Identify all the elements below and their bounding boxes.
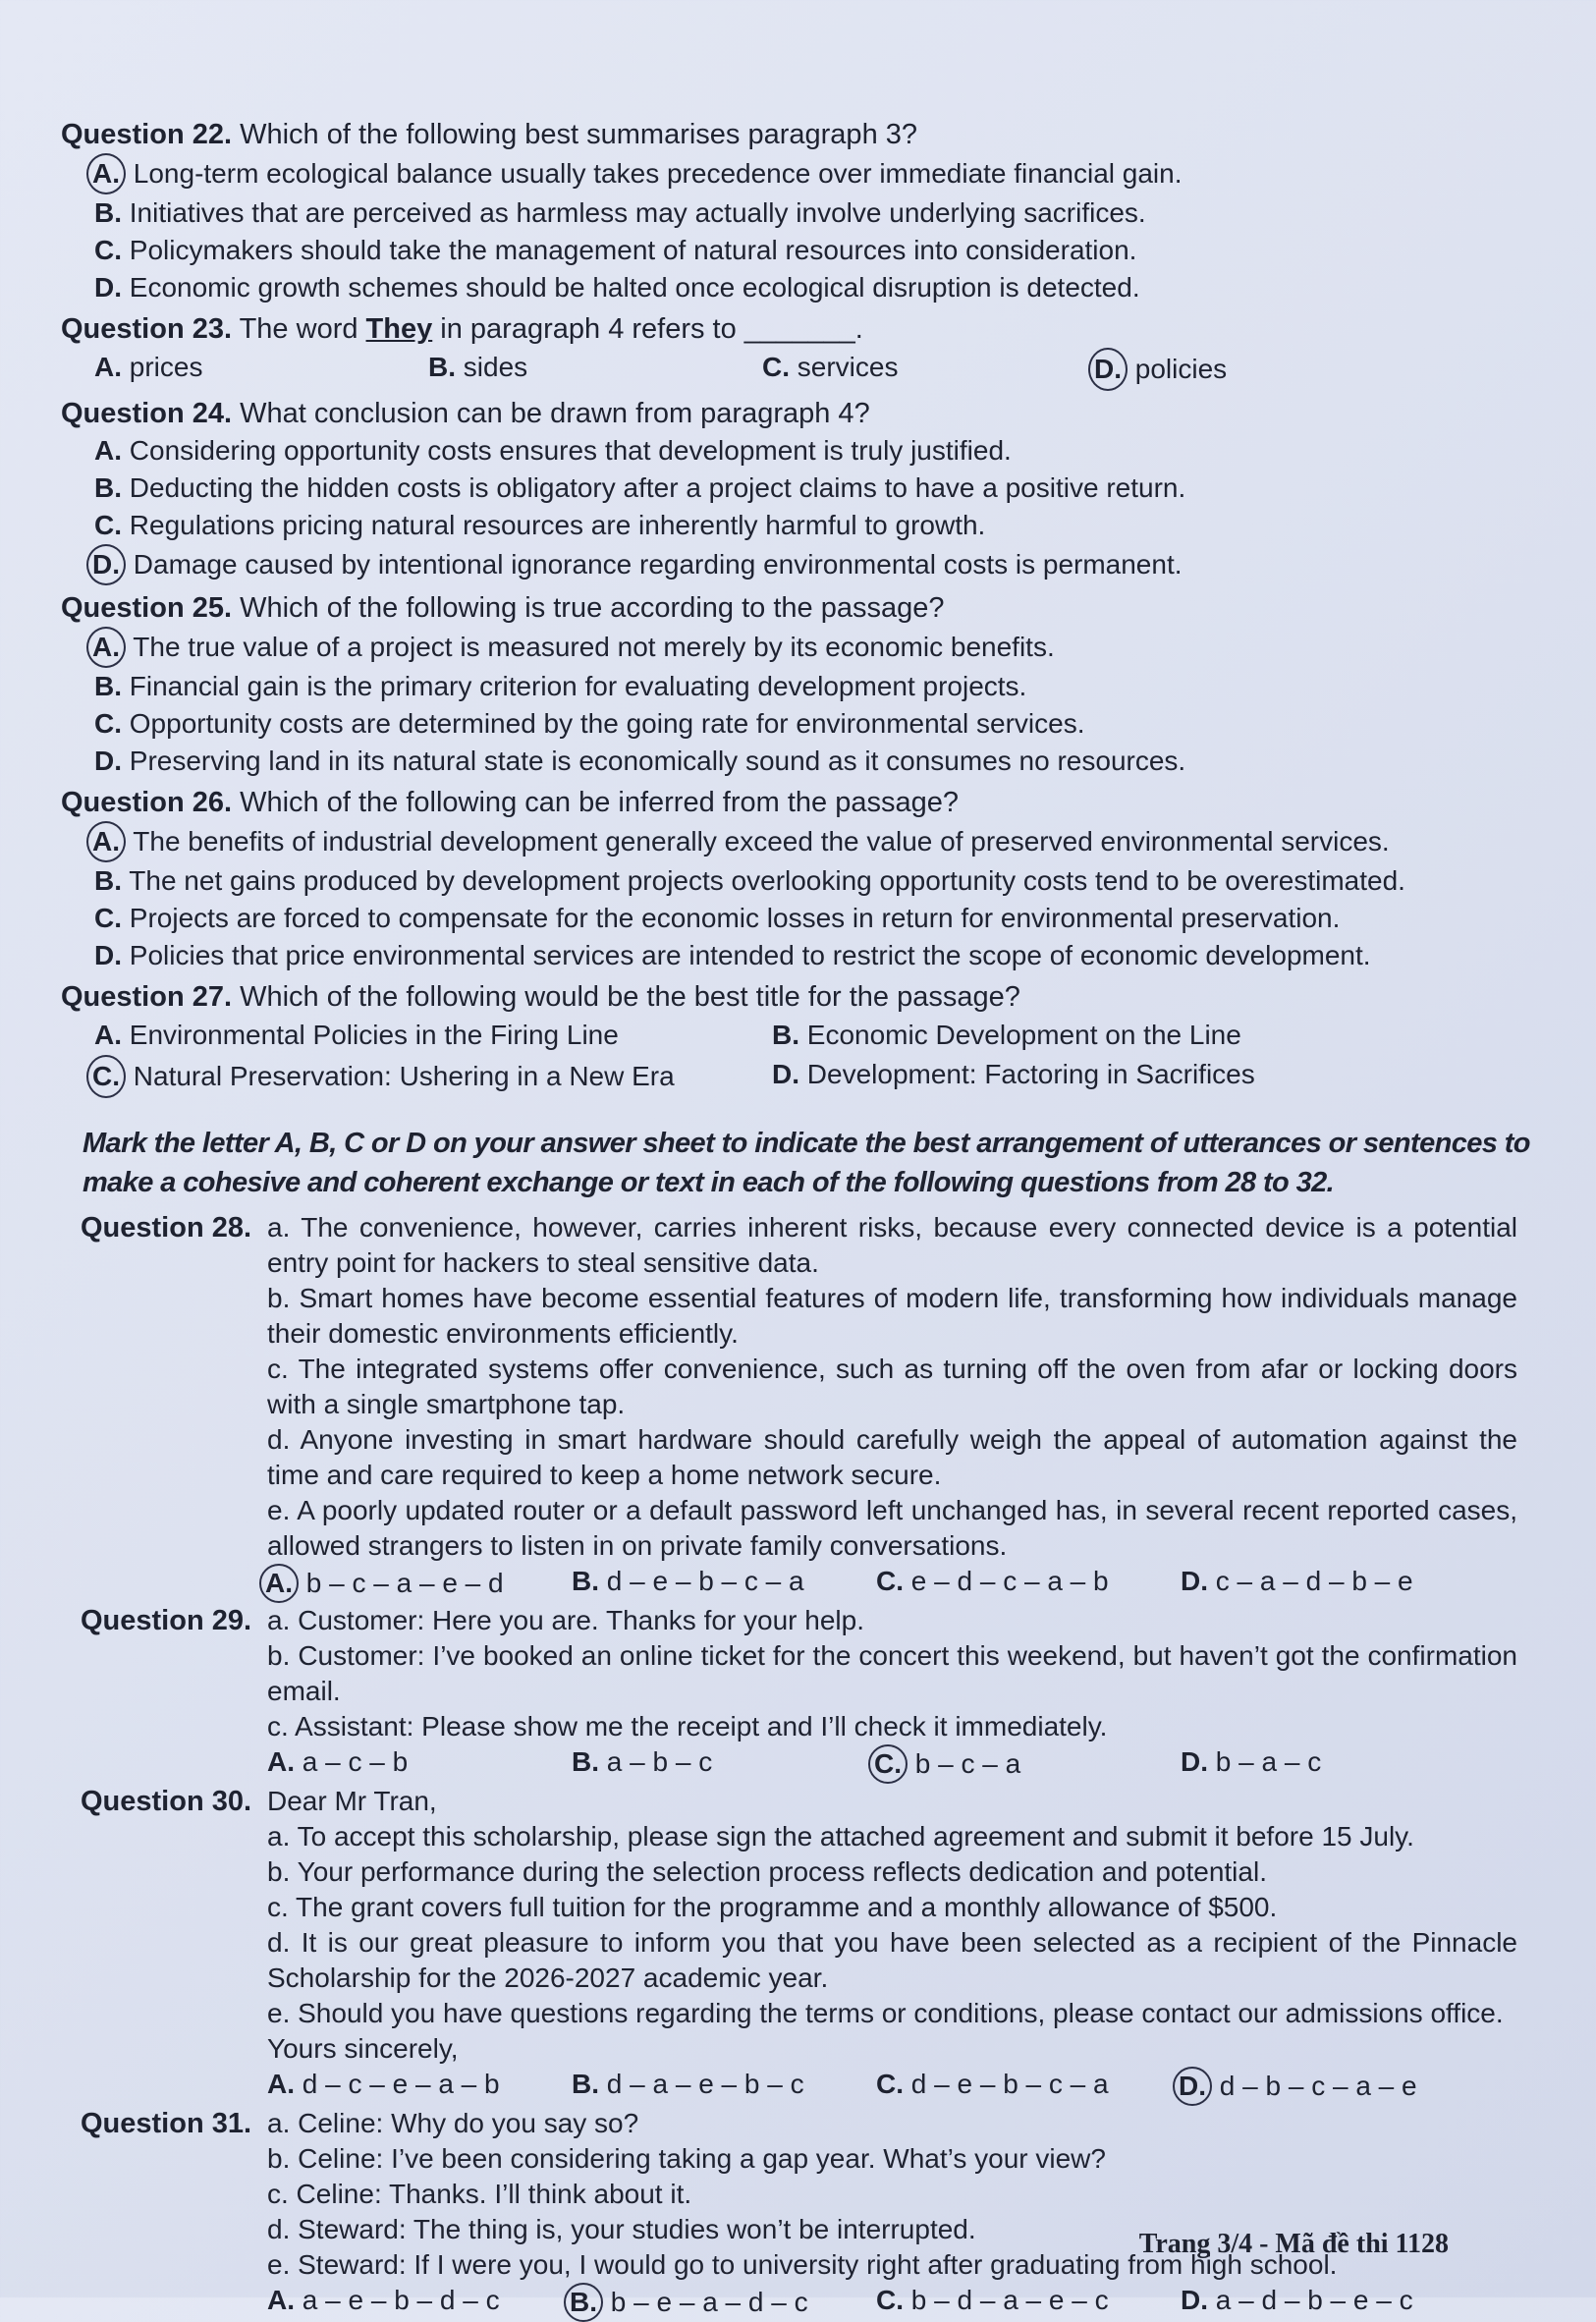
option-d <box>772 1055 1450 1098</box>
options-row <box>267 1744 1517 1784</box>
question-number: Question 28. <box>81 1212 252 1244</box>
option-b <box>572 1744 876 1784</box>
option-text: e – d – c – a – b <box>910 1566 1109 1596</box>
option-d <box>61 544 1537 585</box>
option-text: b – c – a – e – d <box>305 1568 504 1598</box>
question-number: Question 27. <box>61 981 233 1013</box>
option-letter: A. <box>94 1020 122 1050</box>
option-text: services <box>797 352 899 382</box>
question-number: Question 23. <box>61 313 233 345</box>
option-letter: B. <box>94 197 122 228</box>
option-b <box>428 348 762 391</box>
option-a <box>267 1744 572 1784</box>
option-b <box>61 194 1537 232</box>
option-letter: B. <box>94 671 122 701</box>
option-letter: C. <box>94 510 122 540</box>
option-text: a – b – c <box>606 1746 713 1777</box>
question-24 <box>61 395 1537 585</box>
option-text: d – e – b – c – a <box>910 2069 1109 2099</box>
question-25 <box>61 589 1537 780</box>
question-30 <box>61 1784 1537 2106</box>
section-instruction: Mark the letter A, B, C or D on your answer sheet to indicate the best arrangement of utterances or sentences to make a cohesive and coherent exchange or text in each of the following questions from 28 to 32. <box>83 1128 1530 1198</box>
sentence-a: a. Customer: Here you are. Thanks for your help. <box>267 1605 864 1635</box>
option-text: Economic Development on the Line <box>806 1020 1241 1050</box>
question-body <box>267 1603 1537 1784</box>
question-number: Question 29. <box>81 1605 252 1636</box>
option-letter: B. <box>572 1566 599 1596</box>
option-d <box>1181 2067 1485 2106</box>
option-a <box>61 432 1537 470</box>
option-d <box>1181 2283 1485 2322</box>
option-d <box>1096 348 1430 391</box>
option-letter: C. <box>876 1566 904 1596</box>
option-d <box>61 937 1537 974</box>
option-text: Damage caused by intentional ignorance regarding environmental costs is permanent. <box>133 549 1183 580</box>
option-letter: C. <box>762 352 790 382</box>
option-c <box>876 2067 1181 2106</box>
option-a <box>267 2283 572 2322</box>
answer-circle-mark: C. <box>86 1055 126 1098</box>
option-d <box>61 743 1537 780</box>
option-letter: D. <box>772 1059 799 1089</box>
option-text: Development: Factoring in Sacrifices <box>806 1059 1255 1089</box>
sentence-b: b. Smart homes have become essential features of modern life, transforming how individuals manage their domestic environments efficiently. <box>267 1283 1517 1349</box>
sentence-d: d. Steward: The thing is, your studies won’t be interrupted. <box>267 2214 976 2244</box>
question-22-stem <box>61 116 1537 153</box>
option-text: Considering opportunity costs ensures that development is truly justified. <box>129 435 1012 466</box>
option-a <box>61 821 1537 862</box>
question-28 <box>61 1210 1537 1603</box>
options-row <box>267 1564 1517 1603</box>
option-a <box>94 348 428 391</box>
answer-circle-mark: A. <box>259 1564 299 1603</box>
option-c <box>876 1744 1181 1784</box>
option-c <box>876 2283 1181 2322</box>
sentence-c: c. The grant covers full tuition for the programme and a monthly allowance of $500. <box>267 1892 1278 1922</box>
option-letter: B. <box>94 472 122 503</box>
question-23 <box>61 310 1537 391</box>
option-text: The true value of a project is measured not merely by its economic benefits. <box>133 632 1055 662</box>
question-text: in paragraph 4 refers to _______. <box>432 313 863 345</box>
question-23-stem <box>61 310 1537 348</box>
options-row <box>267 2283 1517 2322</box>
answer-circle-mark: B. <box>564 2283 603 2322</box>
option-text: policies <box>1134 354 1228 384</box>
question-number: Question 30. <box>81 1786 252 1817</box>
question-number: Question 26. <box>61 787 233 818</box>
option-letter: D. <box>94 940 122 970</box>
option-d <box>1181 1564 1485 1603</box>
option-a <box>61 627 1537 668</box>
option-letter: A. <box>267 1746 295 1777</box>
option-letter: B. <box>572 2069 599 2099</box>
sentence-e: e. Should you have questions regarding the terms or conditions, please contact our admissions office. <box>267 1998 1504 2028</box>
option-text: Long-term ecological balance usually takes precedence over immediate financial gain. <box>133 158 1183 189</box>
option-letter: D. <box>94 746 122 776</box>
option-text: b – a – c <box>1215 1746 1322 1777</box>
options-row <box>267 2067 1517 2106</box>
option-text: b – d – a – e – c <box>910 2285 1109 2315</box>
option-text: Initiatives that are perceived as harmless may actually involve underlying sacrifices. <box>129 197 1146 228</box>
option-text: a – e – b – d – c <box>302 2285 500 2315</box>
question-body <box>267 1210 1537 1603</box>
question-text: Which of the following would be the best title for the passage? <box>240 981 1020 1013</box>
option-text: Economic growth schemes should be halted once ecological disruption is detected. <box>129 272 1140 303</box>
option-letter: A. <box>94 352 122 382</box>
sentence-c: c. Assistant: Please show me the receipt and I’ll check it immediately. <box>267 1711 1108 1742</box>
question-26-stem <box>61 784 1537 821</box>
question-29 <box>61 1603 1537 1784</box>
sentence-a: a. To accept this scholarship, please sign the attached agreement and submit it before 15 July. <box>267 1821 1414 1852</box>
option-text: a – c – b <box>302 1746 409 1777</box>
page-footer: Trang 3/4 - Mã đề thi 1128 <box>1138 2229 1449 2259</box>
sentence-a: a. The convenience, however, carries inherent risks, because every connected device is a potential entry point for hackers to steal sensitive data. <box>267 1212 1517 1278</box>
option-text: d – a – e – b – c <box>606 2069 804 2099</box>
option-b <box>61 668 1537 705</box>
sentence-c: c. The integrated systems offer convenience, such as turning off the oven from afar or locking doors with a single smartphone tap. <box>267 1354 1517 1419</box>
option-text: prices <box>129 352 203 382</box>
option-text: Policies that price environmental services are intended to restrict the scope of economic development. <box>129 940 1371 970</box>
option-text: Policymakers should take the management of natural resources into consideration. <box>129 235 1137 265</box>
sentence-a: a. Celine: Why do you say so? <box>267 2108 639 2138</box>
question-26 <box>61 784 1537 974</box>
sentence-d: d. It is our great pleasure to inform you that you have been selected as a recipient of the Pinnacle Scholarship for the 2026-2027 academic year. <box>267 1927 1517 1993</box>
option-text: b – e – a – d – c <box>610 2287 808 2317</box>
option-a <box>61 153 1537 194</box>
sentence-b: b. Customer: I’ve booked an online ticket for the concert this weekend, but haven’t got the confirmation email. <box>267 1640 1517 1706</box>
option-b <box>772 1016 1450 1055</box>
option-text: d – b – c – a – e <box>1219 2071 1417 2101</box>
option-text: Regulations pricing natural resources are inherently harmful to growth. <box>129 510 986 540</box>
option-text: Opportunity costs are determined by the going rate for environmental services. <box>129 708 1085 739</box>
option-letter: C. <box>94 235 122 265</box>
sentence-e: e. Steward: If I were you, I would go to university right after graduating from high school. <box>267 2249 1338 2280</box>
option-text: c – a – d – b – e <box>1215 1566 1413 1596</box>
option-c <box>94 1055 772 1098</box>
option-text: d – e – b – c – a <box>606 1566 804 1596</box>
option-letter: D. <box>1181 1746 1208 1777</box>
options-row <box>61 1055 1537 1098</box>
option-text: Environmental Policies in the Firing Line <box>129 1020 619 1050</box>
question-number: Question 22. <box>61 119 233 150</box>
option-c <box>876 1564 1181 1603</box>
option-text: Natural Preservation: Ushering in a New Era <box>133 1061 675 1091</box>
question-body <box>267 1784 1537 2106</box>
option-b <box>572 2067 876 2106</box>
option-c <box>61 705 1537 743</box>
underlined-word: They <box>365 313 433 345</box>
option-letter: A. <box>267 2285 295 2315</box>
option-letter: C. <box>94 903 122 933</box>
letter-closing: Yours sincerely, <box>267 2033 459 2064</box>
option-b <box>572 1564 876 1603</box>
answer-circle-mark: D. <box>1088 348 1128 391</box>
answer-circle-mark: A. <box>86 821 126 862</box>
option-text: a – d – b – e – c <box>1215 2285 1413 2315</box>
option-letter: D. <box>94 272 122 303</box>
option-text: Projects are forced to compensate for the economic losses in return for environmental preservation. <box>129 903 1341 933</box>
options-row <box>61 1016 1537 1055</box>
option-text: b – c – a <box>914 1748 1021 1779</box>
option-letter: C. <box>94 708 122 739</box>
option-letter: B. <box>428 352 456 382</box>
option-c <box>762 348 1096 391</box>
option-text: d – c – e – a – b <box>302 2069 500 2099</box>
option-letter: B. <box>94 865 122 896</box>
option-letter: B. <box>572 1746 599 1777</box>
option-letter: C. <box>876 2285 904 2315</box>
sentence-b: b. Your performance during the selection process reflects dedication and potential. <box>267 1856 1267 1887</box>
answer-circle-mark: C. <box>868 1744 908 1784</box>
sentence-e: e. A poorly updated router or a default password left unchanged has, in several recent reported cases, allowed strangers to listen in on private family conversations. <box>267 1495 1517 1561</box>
option-letter: D. <box>1181 2285 1208 2315</box>
option-text: sides <box>463 352 528 382</box>
option-letter: A. <box>267 2069 295 2099</box>
question-27-stem <box>61 978 1537 1016</box>
question-number: Question 24. <box>61 398 233 429</box>
option-letter: C. <box>876 2069 904 2099</box>
option-a <box>267 1564 572 1603</box>
answer-circle-mark: A. <box>86 153 126 194</box>
question-text: What conclusion can be drawn from paragraph 4? <box>240 398 870 429</box>
option-text: Financial gain is the primary criterion for evaluating development projects. <box>129 671 1027 701</box>
letter-greeting: Dear Mr Tran, <box>267 1786 437 1816</box>
question-number: Question 25. <box>61 592 233 624</box>
question-number: Question 31. <box>81 2108 252 2139</box>
question-body <box>267 2106 1537 2322</box>
question-text: Which of the following can be inferred from the passage? <box>240 787 959 818</box>
option-text: The benefits of industrial development generally exceed the value of preserved environmental services. <box>133 826 1390 857</box>
option-c <box>61 232 1537 269</box>
question-25-stem <box>61 589 1537 627</box>
answer-circle-mark: A. <box>86 627 126 668</box>
option-b <box>61 862 1537 900</box>
options-row <box>61 348 1537 391</box>
option-d <box>1181 1744 1485 1784</box>
question-text: The word <box>239 313 366 345</box>
option-a <box>94 1016 772 1055</box>
sentence-b: b. Celine: I’ve been considering taking a gap year. What’s your view? <box>267 2143 1106 2174</box>
answer-circle-mark: D. <box>86 544 126 585</box>
sentence-d: d. Anyone investing in smart hardware should carefully weigh the appeal of automation against the time and care required to keep a home network secure. <box>267 1424 1517 1490</box>
option-letter: D. <box>1181 1566 1208 1596</box>
question-text: Which of the following is true according to the passage? <box>240 592 945 624</box>
question-24-stem <box>61 395 1537 432</box>
option-text: Deducting the hidden costs is obligatory after a project claims to have a positive return. <box>129 472 1186 503</box>
option-text: Preserving land in its natural state is economically sound as it consumes no resources. <box>129 746 1186 776</box>
option-letter: A. <box>94 435 122 466</box>
option-b <box>572 2283 876 2322</box>
sentence-c: c. Celine: Thanks. I’ll think about it. <box>267 2179 692 2209</box>
option-text: The net gains produced by development projects overlooking opportunity costs tend to be overestimated. <box>129 865 1405 896</box>
question-22 <box>61 116 1537 306</box>
question-27 <box>61 978 1537 1098</box>
option-c <box>61 900 1537 937</box>
option-letter: B. <box>772 1020 799 1050</box>
question-31 <box>61 2106 1537 2322</box>
option-a <box>267 2067 572 2106</box>
option-d <box>61 269 1537 306</box>
question-text: Which of the following best summarises paragraph 3? <box>240 119 918 150</box>
answer-circle-mark: D. <box>1173 2067 1212 2106</box>
option-c <box>61 507 1537 544</box>
option-b <box>61 470 1537 507</box>
